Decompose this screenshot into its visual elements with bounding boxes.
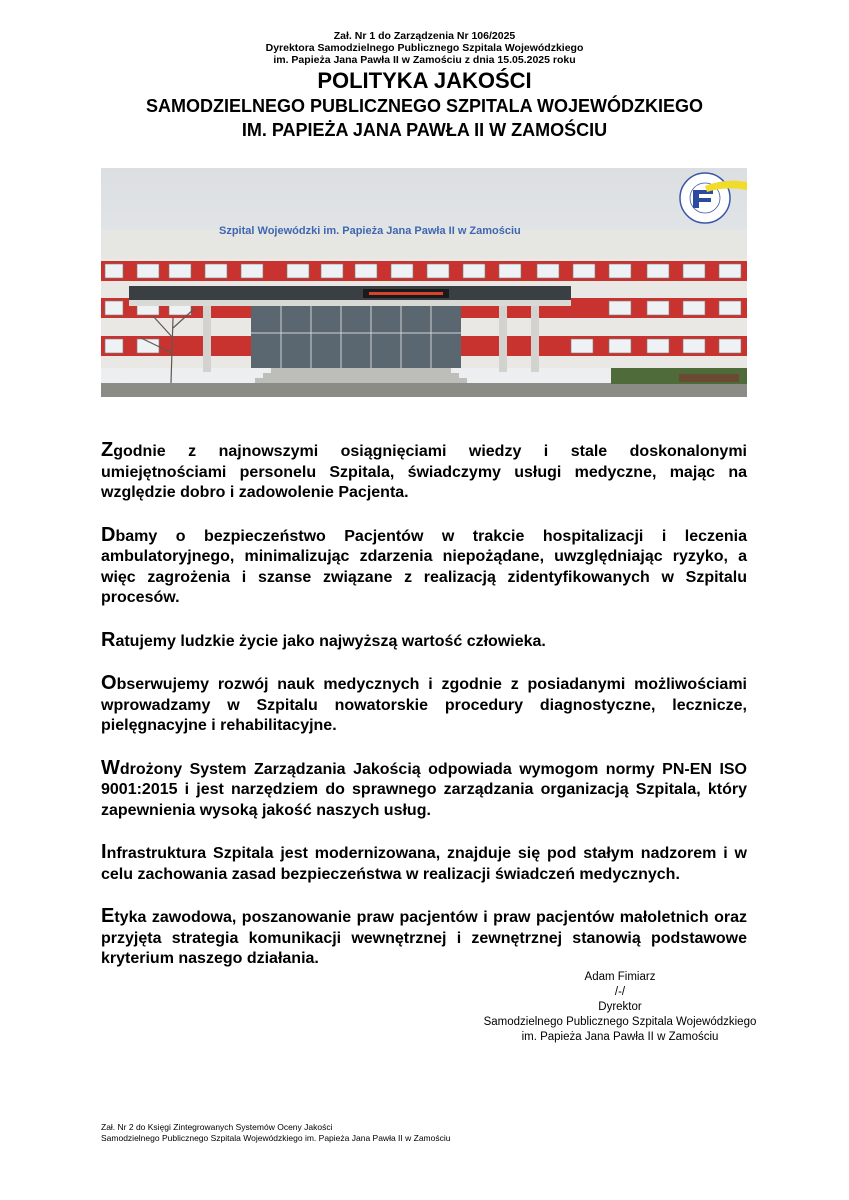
policy-body xyxy=(101,440,747,991)
footer-line2: Samodzielnego Publicznego Szpitala Wojewódzkiego im. Papieża Jana Pawła II w Zamościu xyxy=(101,1133,451,1143)
paragraph-text: drożony System Zarządzania Jakością odpowiada wymogom normy PN-EN ISO 9001:2015 i jest narzędziem do sprawnego zarządzania organizacją Szpitala, który zapewnienia wysoką jakość naszych usług. xyxy=(101,760,747,819)
signature-mark: /-/ xyxy=(614,986,626,998)
paragraph-text: tyka zawodowa, poszanowanie praw pacjentów i praw pacjentów małoletnich oraz przyjęta strategia komunikacji wewnętrznej i zewnętrznej stanowią podstawowe kryterium naszego działania. xyxy=(101,909,747,967)
paragraph-initial: Z xyxy=(101,439,114,461)
paragraph-text: bserwujemy rozwój nauk medycznych i zgodnie z posiadanymi możliwościami wprowadzamy w Szpitalu nowatorskie procedury diagnostyczne, lecznicze, pielęgnacyjne i rehabilitacyjne. xyxy=(101,676,747,734)
paragraph-text: nfrastruktura Szpitala jest modernizowana, znajduje się pod stałym nadzorem i w celu zachowania zasad bezpieczeństwa w realizacji świadczeń medycznych. xyxy=(101,845,747,883)
paragraph-text: atujemy ludzkie życie jako najwyższą wartość człowieka. xyxy=(115,632,546,650)
hospital-photo xyxy=(101,168,747,397)
policy-paragraph xyxy=(101,525,747,609)
document-subtitle: SAMODZIELNEGO PUBLICZNEGO SZPITALA WOJEWÓDZKIEGO xyxy=(146,96,703,116)
signatory-name: Adam Fimiarz xyxy=(584,971,656,983)
paragraph-initial: I xyxy=(101,841,107,863)
attachment-note: Zał. Nr 1 do Zarządzenia Nr 106/2025 xyxy=(333,30,516,42)
document-title: POLITYKA JAKOŚCI xyxy=(317,68,532,93)
paragraph-initial: R xyxy=(101,628,116,651)
policy-paragraph xyxy=(101,842,747,885)
attachment-note-line3: im. Papieża Jana Pawła II w Zamościu z dnia 15.05.2025 roku xyxy=(273,54,576,66)
paragraph-initial: E xyxy=(101,905,115,927)
paragraph-initial: O xyxy=(101,672,117,694)
paragraph-initial: D xyxy=(101,523,116,546)
signatory-role: Dyrektor xyxy=(598,1001,642,1013)
policy-paragraph xyxy=(101,630,747,653)
signatory-org-line2: im. Papieża Jana Pawła II w Zamościu xyxy=(521,1031,719,1043)
document-header xyxy=(0,30,849,142)
document-subtitle-line2: IM. PAPIEŻA JANA PAWŁA II W ZAMOŚCIU xyxy=(241,120,608,140)
policy-paragraph xyxy=(101,673,747,737)
attachment-note-line2: Dyrektora Samodzielnego Publicznego Szpitala Wojewódzkiego xyxy=(265,42,584,54)
paragraph-text: godnie z najnowszymi osiągnięciami wiedzy i stale doskonalonymi umiejętnościami personelu Szpitala, świadczymy usługi medyczne, mając na względzie dobro i zadowolenie Pacjenta. xyxy=(101,443,747,501)
policy-paragraph xyxy=(101,906,747,970)
paragraph-initial: W xyxy=(101,756,120,779)
document-footer xyxy=(101,1122,450,1144)
building-sign: Szpital Wojewódzki im. Papieża Jana Pawła II w Zamościu xyxy=(219,225,521,237)
footer-line: Zał. Nr 2 do Księgi Zintegrowanych Systemów Oceny Jakości xyxy=(101,1122,333,1132)
signatory-org: Samodzielnego Publicznego Szpitala Wojewódzkiego xyxy=(483,1016,757,1028)
policy-paragraph xyxy=(101,758,747,822)
policy-paragraph xyxy=(101,440,747,504)
signature-block xyxy=(470,970,770,1045)
paragraph-text: bamy o bezpieczeństwo Pacjentów w trakcie hospitalizacji i leczenia ambulatoryjnego, minimalizując zdarzenia niepożądane, uwzględniając ryzyko, a więc zagrożenia i szanse związane z realizacją zidentyfikowanych w Szpitalu procesów. xyxy=(101,527,747,606)
